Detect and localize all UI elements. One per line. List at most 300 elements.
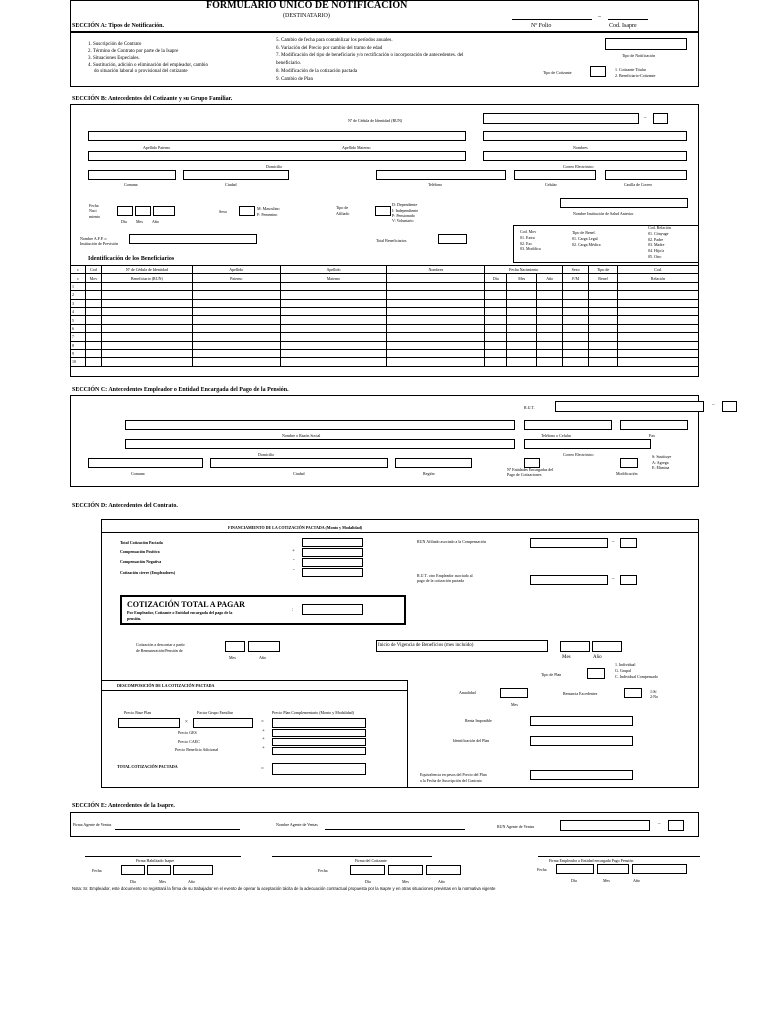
comuna-empleador-field[interactable]: [88, 458, 203, 468]
th-cell: Beneficiario (RUN): [101, 274, 192, 282]
table-cell[interactable]: [280, 299, 387, 307]
descontar-mes-field[interactable]: [225, 641, 245, 652]
firma-agente-label: Firma Agente de Ventas: [73, 822, 112, 827]
th-cell: Cod: [85, 266, 101, 274]
sexo-opt: F: Femenino: [257, 212, 278, 217]
total-pagar-field[interactable]: [302, 604, 363, 615]
th-cell: Materno: [280, 274, 387, 282]
precio-caec-field[interactable]: [272, 738, 366, 746]
table-cell[interactable]: [563, 349, 589, 357]
firma-label: Firma Habilitado Isapre: [136, 858, 175, 863]
table-cell[interactable]: [192, 307, 280, 315]
secD-title: SECCIÓN D: Antecedentes del Contrato.: [72, 503, 178, 509]
table-cell[interactable]: [618, 316, 699, 324]
descomposicion-title: DESCOMPOSICIÓN DE LA COTIZACIÓN PACTADA: [117, 683, 215, 688]
comuna-empleador-label: Comuna: [131, 471, 145, 476]
table-cell[interactable]: [85, 349, 101, 357]
precio-item: Precio Beneficio Adicional: [175, 747, 219, 752]
fecha-isapre-mes[interactable]: [147, 865, 171, 875]
comp-negativa-field[interactable]: [302, 558, 363, 567]
table-cell[interactable]: [507, 299, 537, 307]
table-cell[interactable]: [85, 299, 101, 307]
cod-mov-item: 03. Modifica: [520, 246, 541, 251]
table-cell[interactable]: [563, 324, 589, 332]
table-cell[interactable]: [589, 358, 618, 366]
cod-rel-item: Cod. Relación: [648, 225, 671, 230]
table-cell[interactable]: [387, 358, 485, 366]
table-row: [71, 341, 699, 349]
table-cell[interactable]: [485, 282, 507, 290]
tipo-cotizante-opt: 1. Cotizante Titular: [615, 67, 646, 72]
th-cell: c: [71, 274, 86, 282]
table-cell[interactable]: [85, 282, 101, 290]
fecha-cotizante-anio[interactable]: [426, 865, 461, 875]
ciudad-label: Ciudad: [225, 182, 237, 187]
table-row: [71, 316, 699, 324]
tipo-afiliado-field[interactable]: [375, 206, 391, 216]
comp-positiva-field[interactable]: [302, 548, 363, 557]
run-field[interactable]: [483, 113, 639, 124]
dash: –: [712, 403, 715, 408]
secA-item: 7. Modificación del tipo de beneficiario y/o rectificación o incorporación de antecedentes. del: [276, 53, 464, 58]
table-cell[interactable]: [507, 307, 537, 315]
rut-otro-field[interactable]: [530, 575, 608, 585]
secA-item: 4. Sustitución, adición o eliminación del empleador, cambio: [88, 63, 209, 68]
fecha-isapre-dia[interactable]: [121, 865, 145, 875]
table-cell[interactable]: [387, 333, 485, 341]
secA-item: 9. Cambio de Plan: [276, 77, 313, 82]
table-cell[interactable]: [618, 291, 699, 299]
table-cell[interactable]: [507, 324, 537, 332]
rut-empleador-dv-field[interactable]: [722, 401, 737, 412]
table-cell[interactable]: [101, 349, 192, 357]
ident-plan-field[interactable]: [530, 736, 633, 746]
table-row: [71, 349, 699, 357]
fecha-cotizante-dia[interactable]: [350, 865, 385, 875]
fecha-label: Fecha: [318, 868, 328, 873]
secC-title: SECCIÓN C: Antecedentes Empleador o Entidad Encargada del Pago de la Pensión.: [72, 387, 289, 393]
fecha-empleador-dia[interactable]: [556, 864, 594, 874]
equiv-label: a la Fecha de Suscripción del Contrato: [420, 778, 482, 783]
table-cell[interactable]: [507, 358, 537, 366]
th-cell: Tipo de: [589, 266, 618, 274]
row-number: 10: [71, 358, 86, 366]
region-field[interactable]: [395, 458, 472, 468]
descontar-anio-field[interactable]: [248, 641, 280, 652]
tipo-afiliado-opt: I: Independiente: [392, 208, 419, 213]
table-cell[interactable]: [101, 333, 192, 341]
th-cell: Apellido: [192, 266, 280, 274]
sexo-opt: M: Masculino: [257, 206, 280, 211]
firma-line: [85, 856, 241, 857]
table-cell[interactable]: [192, 282, 280, 290]
anualidad-label: Anualidad: [459, 690, 476, 695]
tipo-benef-item: 01. Carga Legal: [572, 236, 598, 241]
table-cell[interactable]: [101, 358, 192, 366]
table-cell[interactable]: [589, 291, 618, 299]
fecha-isapre-anio[interactable]: [173, 865, 213, 875]
th-cell: [387, 274, 485, 282]
divider: [101, 690, 408, 691]
row-number: 4: [71, 307, 86, 315]
table-cell[interactable]: [537, 324, 563, 332]
table-cell[interactable]: [507, 341, 537, 349]
tipo-afiliado-opt: P: Pensionado: [392, 213, 415, 218]
beneficiarios-table: [70, 265, 699, 367]
table-cell[interactable]: [387, 349, 485, 357]
table-cell[interactable]: [563, 282, 589, 290]
secE-title: SECCIÓN E: Antecedentes de la Isapre.: [72, 803, 175, 809]
table-cell[interactable]: [485, 349, 507, 357]
region-label: Región: [423, 471, 435, 476]
table-cell[interactable]: [537, 291, 563, 299]
table-cell[interactable]: [537, 349, 563, 357]
mes-label: Mes: [229, 655, 236, 660]
cod-rel-item: 02. Padre: [648, 237, 664, 242]
table-row: [71, 307, 699, 315]
tipo-notificacion-field[interactable]: [605, 38, 687, 50]
factor-label: Factor Grupo Familiar: [197, 710, 233, 715]
table-cell[interactable]: [485, 299, 507, 307]
entidades-label: Nº Entidades Encargadas del: [507, 467, 554, 472]
table-row: [71, 282, 699, 290]
table-cell[interactable]: [537, 358, 563, 366]
table-cell[interactable]: [485, 307, 507, 315]
table-cell[interactable]: [563, 358, 589, 366]
total-beneficiarios-label: Total Beneficiarios: [376, 238, 407, 243]
apellido-paterno-field[interactable]: [88, 131, 466, 141]
table-cell[interactable]: [589, 349, 618, 357]
rut-otro-dv-field[interactable]: [620, 575, 637, 585]
total-beneficiarios-field[interactable]: [438, 234, 467, 244]
descontar-label: Cotización a descontar a partir: [136, 642, 185, 647]
th-cell: Día: [485, 274, 507, 282]
correo-empleador-field[interactable]: [524, 439, 651, 449]
secA-item: 5. Cambio de fecha para contabilizar los períodos anuales.: [276, 38, 393, 43]
th-cell: Apellido: [280, 266, 387, 274]
tipo-plan-opt: 1. Individual: [615, 662, 636, 667]
mes-label: Mes: [136, 219, 143, 224]
table-cell[interactable]: [618, 349, 699, 357]
table-cell[interactable]: [563, 316, 589, 324]
equiv-field[interactable]: [530, 770, 633, 780]
isapre-anterior-field[interactable]: [560, 198, 688, 208]
modificacion-field[interactable]: [620, 458, 638, 468]
row-number: 9: [71, 349, 86, 357]
table-cell[interactable]: [618, 333, 699, 341]
ciudad-empleador-field[interactable]: [210, 458, 388, 468]
sign-plus: +: [262, 729, 265, 734]
isapre-line: [608, 19, 648, 20]
fax-field[interactable]: [620, 420, 688, 430]
table-cell[interactable]: [85, 341, 101, 349]
anio-label: Año: [633, 878, 640, 883]
table-cell[interactable]: [85, 358, 101, 366]
dash: –: [612, 540, 615, 545]
run-agente-field[interactable]: [560, 820, 650, 831]
table-cell[interactable]: [589, 324, 618, 332]
sign-plus: +: [262, 737, 265, 742]
table-cell[interactable]: [537, 307, 563, 315]
sign-plus: +: [262, 746, 265, 751]
table-cell[interactable]: [387, 282, 485, 290]
table-cell[interactable]: [192, 333, 280, 341]
cod-rel-item: 04. Hijo/a: [648, 248, 664, 253]
cod-rel-item: 05. Otro: [648, 254, 662, 259]
dash: –: [644, 116, 647, 121]
secA-item: 8. Modificación de la cotización pactada: [276, 69, 358, 74]
cod-rel-item: 03. Madre: [648, 242, 665, 247]
total-cot-field[interactable]: [272, 763, 366, 775]
fecha-nac-dia-field[interactable]: [117, 206, 133, 216]
divider: [101, 532, 699, 533]
modificacion-label: Modificación: [616, 471, 638, 476]
domicilio-empleador-label: Domicilio: [258, 452, 275, 457]
run-afiliado-label: RUN Afiliado asociado a la Compensación: [417, 539, 486, 544]
table-cell[interactable]: [280, 341, 387, 349]
table-cell[interactable]: [537, 282, 563, 290]
table-cell[interactable]: [192, 324, 280, 332]
table-cell[interactable]: [280, 333, 387, 341]
table-cell[interactable]: [485, 324, 507, 332]
table-cell[interactable]: [280, 282, 387, 290]
tipo-plan-opt: C. Individual Compensado: [615, 674, 658, 679]
renta-field[interactable]: [530, 716, 633, 726]
razon-social-field[interactable]: [125, 420, 515, 430]
row-number: 1: [71, 282, 86, 290]
anio-label: Año: [188, 879, 195, 884]
secA-item: 1. Suscripción de Contrato: [88, 42, 142, 47]
precio-base-field[interactable]: [118, 718, 180, 728]
secB-title: SECCIÓN B: Antecedentes del Cotizante y su Grupo Familiar.: [72, 96, 233, 102]
table-cell[interactable]: [589, 307, 618, 315]
dia-label: Día: [130, 879, 136, 884]
precio-ges-field[interactable]: [272, 729, 366, 737]
table-cell[interactable]: [192, 341, 280, 349]
cot-cierre-field[interactable]: [302, 568, 363, 577]
table-cell[interactable]: [85, 333, 101, 341]
table-cell[interactable]: [507, 291, 537, 299]
cod-mov-item: Cod. Mov: [520, 229, 537, 234]
table-cell[interactable]: [280, 349, 387, 357]
codigos-legend: [513, 225, 699, 263]
tipo-plan-label: Tipo de Plan: [541, 672, 562, 677]
table-cell[interactable]: [101, 282, 192, 290]
celular-field[interactable]: [514, 170, 596, 180]
tipo-cotizante-field[interactable]: [590, 66, 606, 77]
th-cell: Nº de Cédula de Identidad: [101, 266, 192, 274]
domicilio-empleador-field[interactable]: [125, 439, 515, 449]
row-number: 5: [71, 316, 86, 324]
tipo-plan-field[interactable]: [587, 668, 605, 679]
afp-field[interactable]: [129, 234, 257, 244]
correo-field[interactable]: [483, 151, 687, 161]
casilla-field[interactable]: [605, 170, 687, 180]
renta-label: Renta Imponible: [465, 718, 492, 723]
fecha-empleador-mes[interactable]: [597, 864, 629, 874]
total-pagar-title: COTIZACIÓN TOTAL A PAGAR: [127, 600, 245, 609]
domicilio-field[interactable]: [88, 151, 466, 161]
mes-label: Mes: [159, 879, 166, 884]
table-cell[interactable]: [563, 307, 589, 315]
th-cell: Mov: [85, 274, 101, 282]
equiv-label: Equivalencia en pesos del Precio del Plan: [420, 772, 487, 777]
total-pactada-field[interactable]: [302, 538, 363, 547]
th-cell: Paterno: [192, 274, 280, 282]
table-cell[interactable]: [618, 341, 699, 349]
cod-rel-item: 01. Cónyuge: [648, 231, 669, 236]
table-cell[interactable]: [280, 324, 387, 332]
nombres-field[interactable]: [483, 131, 687, 141]
fecha-cotizante-mes[interactable]: [388, 865, 423, 875]
table-cell[interactable]: [85, 307, 101, 315]
factor-field[interactable]: [193, 718, 253, 728]
table-cell[interactable]: [563, 299, 589, 307]
table-cell[interactable]: [387, 341, 485, 349]
table-cell[interactable]: [101, 316, 192, 324]
table-cell[interactable]: [563, 333, 589, 341]
renuncia-field[interactable]: [624, 688, 642, 698]
table-cell[interactable]: [589, 299, 618, 307]
fecha-nac-mes-field[interactable]: [135, 206, 151, 216]
cod-mov-item: 01. Extra: [520, 235, 535, 240]
table-cell[interactable]: [507, 316, 537, 324]
tipo-afiliado-label: Tipo de: [336, 205, 349, 210]
table-cell[interactable]: [589, 333, 618, 341]
dia-label: Día: [121, 219, 127, 224]
table-cell[interactable]: [507, 333, 537, 341]
table-cell[interactable]: [280, 291, 387, 299]
table-cell[interactable]: [589, 316, 618, 324]
row-number: 7: [71, 333, 86, 341]
sign-eq: =: [261, 767, 264, 772]
precio-compl-field[interactable]: [272, 718, 366, 728]
table-cell[interactable]: [85, 324, 101, 332]
fecha-nac-anio-field[interactable]: [153, 206, 175, 216]
isapre-anterior-label: Nombre Institución de Salud Anterior: [573, 211, 634, 216]
table-cell[interactable]: [280, 307, 387, 315]
rut-empleador-field[interactable]: [555, 401, 704, 412]
inicio-vigencia-label: Inicio de Vigencia de Beneficios (mes incluido): [378, 643, 474, 648]
precio-base-label: Precio Base Plan: [124, 710, 152, 715]
table-cell[interactable]: [563, 291, 589, 299]
apellido-materno-label: Apellido Materno: [342, 145, 371, 150]
run-afiliado-dv-field[interactable]: [620, 538, 637, 548]
fin-item: Compensación Negativa: [120, 559, 162, 564]
telefono-field[interactable]: [376, 170, 506, 180]
table-cell[interactable]: [101, 307, 192, 315]
anualidad-field[interactable]: [500, 688, 528, 698]
table-cell[interactable]: [387, 291, 485, 299]
table-cell[interactable]: [618, 324, 699, 332]
table-cell[interactable]: [387, 324, 485, 332]
fecha-empleador-anio[interactable]: [632, 864, 687, 874]
table-cell[interactable]: [618, 358, 699, 366]
table-cell[interactable]: [85, 291, 101, 299]
sexo-field[interactable]: [239, 206, 255, 216]
table-cell[interactable]: [589, 282, 618, 290]
run-afiliado-field[interactable]: [530, 538, 608, 548]
table-cell[interactable]: [85, 316, 101, 324]
table-cell[interactable]: [101, 299, 192, 307]
financiamiento-title: FINANCIAMIENTO DE LA COTIZACIÓN PACTADA (Monto y Modalidad): [228, 525, 363, 530]
table-cell[interactable]: [101, 324, 192, 332]
table-cell[interactable]: [563, 341, 589, 349]
table-cell[interactable]: [192, 316, 280, 324]
renuncia-opt: 2:No: [650, 694, 658, 699]
table-cell[interactable]: [485, 316, 507, 324]
firma-label: Firma Empleador o Entidad encargada Pago Pensión: [549, 858, 634, 863]
vigencia-mes-field[interactable]: [560, 641, 590, 652]
table-cell[interactable]: [507, 349, 537, 357]
table-cell[interactable]: [485, 291, 507, 299]
table-cell[interactable]: [485, 333, 507, 341]
vigencia-anio-field[interactable]: [592, 641, 622, 652]
table-cell[interactable]: [537, 316, 563, 324]
precio-compl-label: Precio Plan Complementario (Monto y Modalidad): [272, 710, 354, 715]
tipo-notificacion-label: Tipo de Notificación: [622, 53, 656, 58]
table-cell[interactable]: [280, 358, 387, 366]
dash: –: [612, 577, 615, 582]
anio-label: Año: [438, 879, 445, 884]
table-cell[interactable]: [192, 291, 280, 299]
precio-adicional-field[interactable]: [272, 747, 366, 755]
anio-label: Año: [593, 655, 602, 660]
telefono-empleador-field[interactable]: [524, 420, 612, 430]
afp-label: Institución de Previsión: [80, 241, 118, 246]
table-cell[interactable]: [387, 299, 485, 307]
table-cell[interactable]: [192, 299, 280, 307]
afp-label: Nombre A.F.P. o: [80, 236, 107, 241]
secA-item: 6. Variación del Precio por cambio del tramo de edad: [276, 46, 383, 51]
table-row: [71, 358, 699, 366]
table-cell[interactable]: [485, 341, 507, 349]
comuna-field[interactable]: [88, 170, 176, 180]
table-cell[interactable]: [192, 349, 280, 357]
run-dv-field[interactable]: [653, 113, 668, 124]
total-pagar-colon: :: [292, 608, 294, 613]
comuna-label: Comuna: [124, 182, 138, 187]
firma-label: Firma del Cotizante: [355, 858, 387, 863]
table-cell[interactable]: [280, 316, 387, 324]
table-cell[interactable]: [618, 307, 699, 315]
table-cell[interactable]: [101, 291, 192, 299]
table-cell[interactable]: [507, 282, 537, 290]
run-agente-dv-field[interactable]: [668, 820, 684, 831]
dash: –: [598, 14, 601, 20]
table-cell[interactable]: [618, 299, 699, 307]
firma-line: [538, 856, 700, 857]
table-cell[interactable]: [589, 341, 618, 349]
table-cell[interactable]: [101, 341, 192, 349]
nota-text: Nota: Sr. Empleador, este documento no registrará la firma de su trabajador en el evento de operar la aceptación tácita de la adecuación contractual propuesta por la Isapre y en otras situaciones previstas en la normativa vigente: [72, 886, 496, 891]
table-cell[interactable]: [387, 316, 485, 324]
table-cell[interactable]: [387, 307, 485, 315]
table-cell[interactable]: [537, 333, 563, 341]
total-pagar-sub: Por Empleador, Cotizante o Entidad encargada del pago de la: [127, 610, 233, 615]
rut-empleador-label: R.U.T.: [524, 405, 535, 410]
table-cell[interactable]: [537, 299, 563, 307]
table-cell[interactable]: [485, 358, 507, 366]
fax-label: Fax: [649, 433, 655, 438]
beneficiarios-title: Identificación de los Beneficiarios: [88, 256, 175, 262]
table-cell[interactable]: [192, 358, 280, 366]
table-cell[interactable]: [618, 282, 699, 290]
ciudad-field[interactable]: [183, 170, 289, 180]
sign-mult: ×: [185, 720, 188, 725]
anio-label: Año: [152, 219, 159, 224]
table-cell[interactable]: [537, 341, 563, 349]
